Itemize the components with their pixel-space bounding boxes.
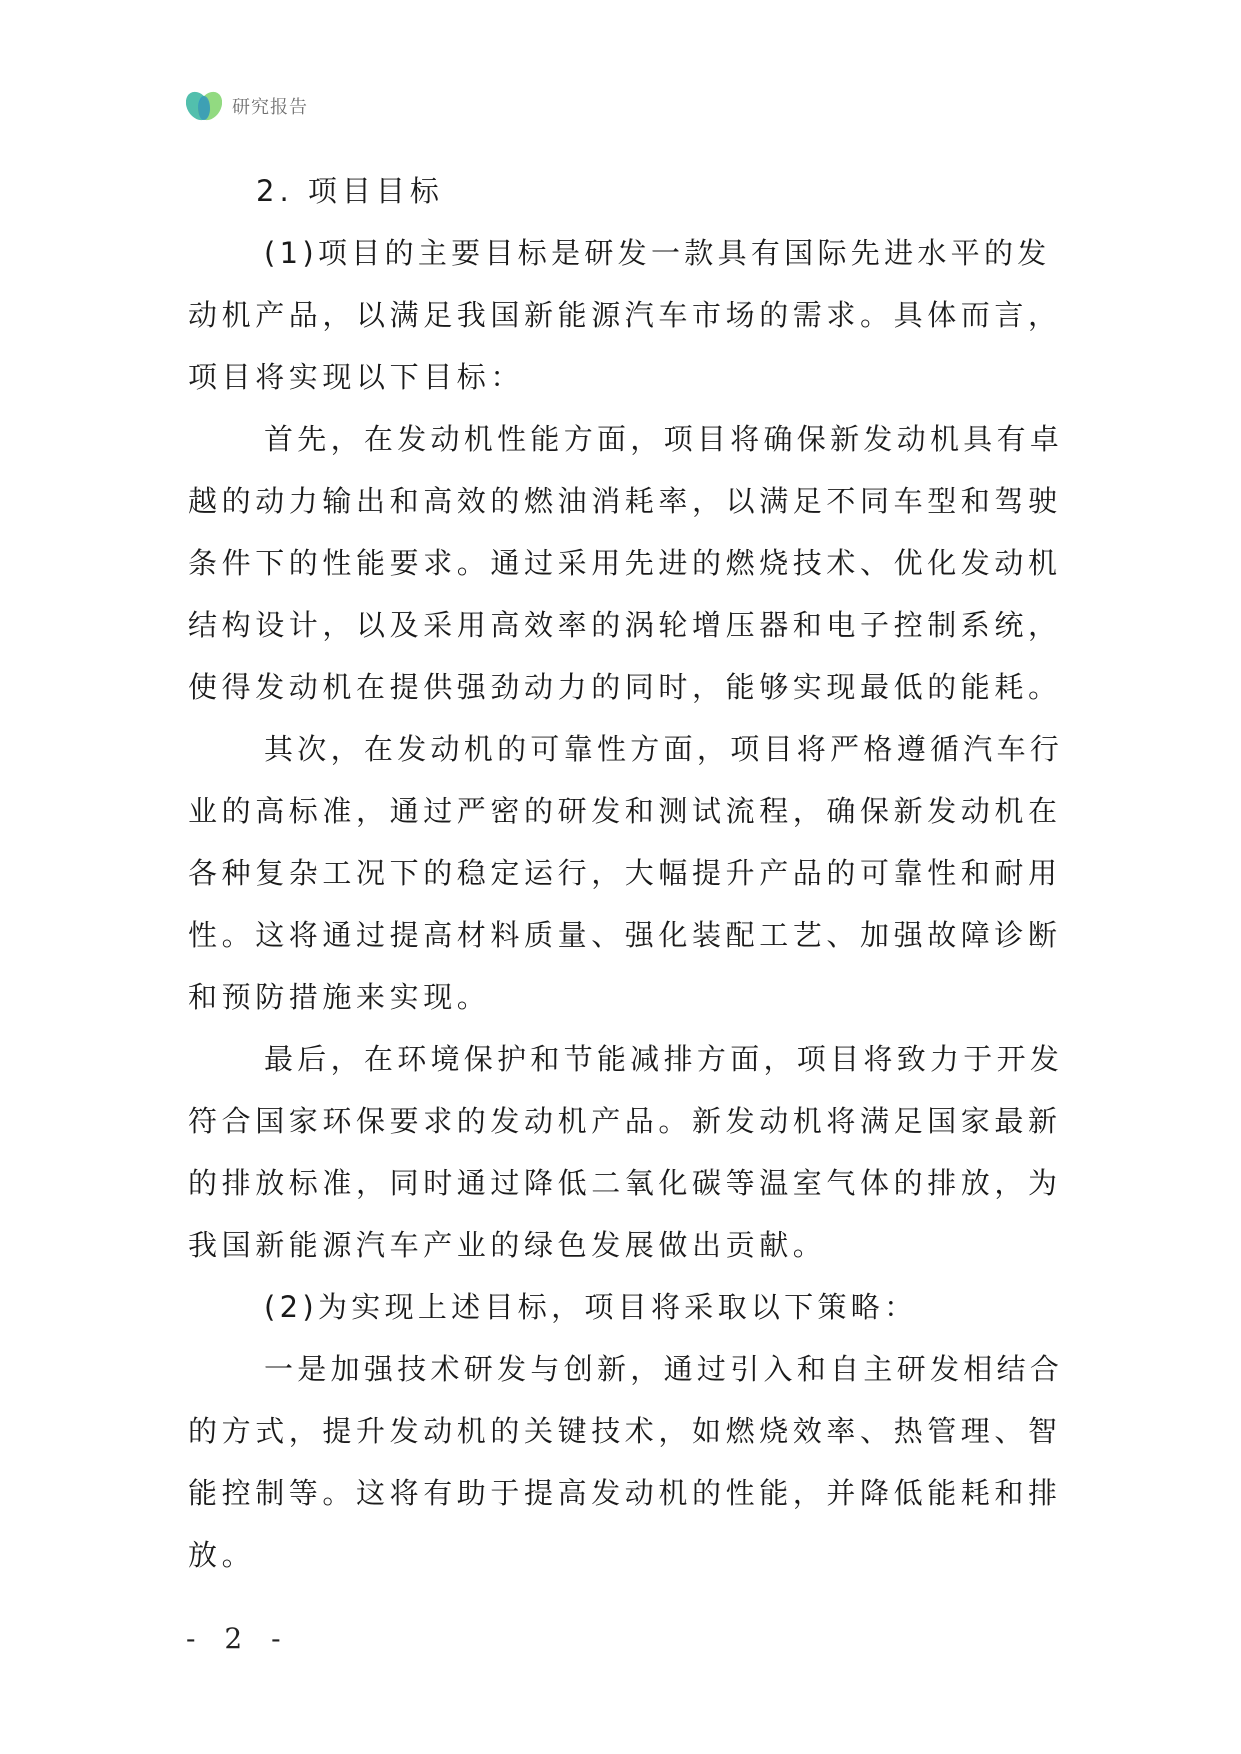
leaf-logo-icon [186, 88, 222, 124]
paragraph-line: 动机产品，以满足我国新能源汽车市场的需求。具体而言， [188, 298, 1062, 332]
page-number: - 2 - [186, 1622, 291, 1655]
paragraph-line: 最后，在环境保护和节能减排方面，项目将致力于开发 [264, 1042, 1064, 1076]
paragraph-line: 我国新能源汽车产业的绿色发展做出贡献。 [188, 1228, 827, 1262]
report-header [186, 88, 308, 124]
paragraph-line: 业的高标准，通过严密的研发和测试流程，确保新发动机在 [188, 794, 1062, 828]
paragraph-line: 和预防措施来实现。 [188, 980, 491, 1014]
paragraph-line: 放。 [188, 1538, 256, 1572]
paragraph-line: 首先，在发动机性能方面，项目将确保新发动机具有卓 [264, 422, 1064, 456]
header-title: 研究报告 [232, 97, 308, 118]
paragraph-line: 各种复杂工况下的稳定运行，大幅提升产品的可靠性和耐用 [188, 856, 1062, 890]
paragraph-line: 条件下的性能要求。通过采用先进的燃烧技术、优化发动机 [188, 546, 1062, 580]
document-body [188, 160, 1064, 1586]
section-heading: 2. 项目目标 [256, 174, 444, 208]
paragraph-line: 其次，在发动机的可靠性方面，项目将严格遵循汽车行 [264, 732, 1064, 766]
paragraph-line: 符合国家环保要求的发动机产品。新发动机将满足国家最新 [188, 1104, 1062, 1138]
paragraph-line: 越的动力输出和高效的燃油消耗率，以满足不同车型和驾驶 [188, 484, 1062, 518]
paragraph-line: 项目将实现以下目标： [188, 360, 525, 394]
paragraph-line: (1)项目的主要目标是研发一款具有国际先进水平的发 [264, 236, 1051, 270]
paragraph-line: 性。这将通过提高材料质量、强化装配工艺、加强故障诊断 [188, 918, 1062, 952]
paragraph-line: 结构设计，以及采用高效率的涡轮增压器和电子控制系统， [188, 608, 1062, 642]
paragraph-line: 使得发动机在提供强劲动力的同时，能够实现最低的能耗。 [188, 670, 1062, 704]
paragraph-line: (2)为实现上述目标，项目将采取以下策略： [264, 1290, 918, 1324]
paragraph-line: 一是加强技术研发与创新，通过引入和自主研发相结合 [264, 1352, 1064, 1386]
paragraph-line: 能控制等。这将有助于提高发动机的性能，并降低能耗和排 [188, 1476, 1062, 1510]
paragraph-line: 的方式，提升发动机的关键技术，如燃烧效率、热管理、智 [188, 1414, 1062, 1448]
paragraph-line: 的排放标准，同时通过降低二氧化碳等温室气体的排放，为 [188, 1166, 1062, 1200]
